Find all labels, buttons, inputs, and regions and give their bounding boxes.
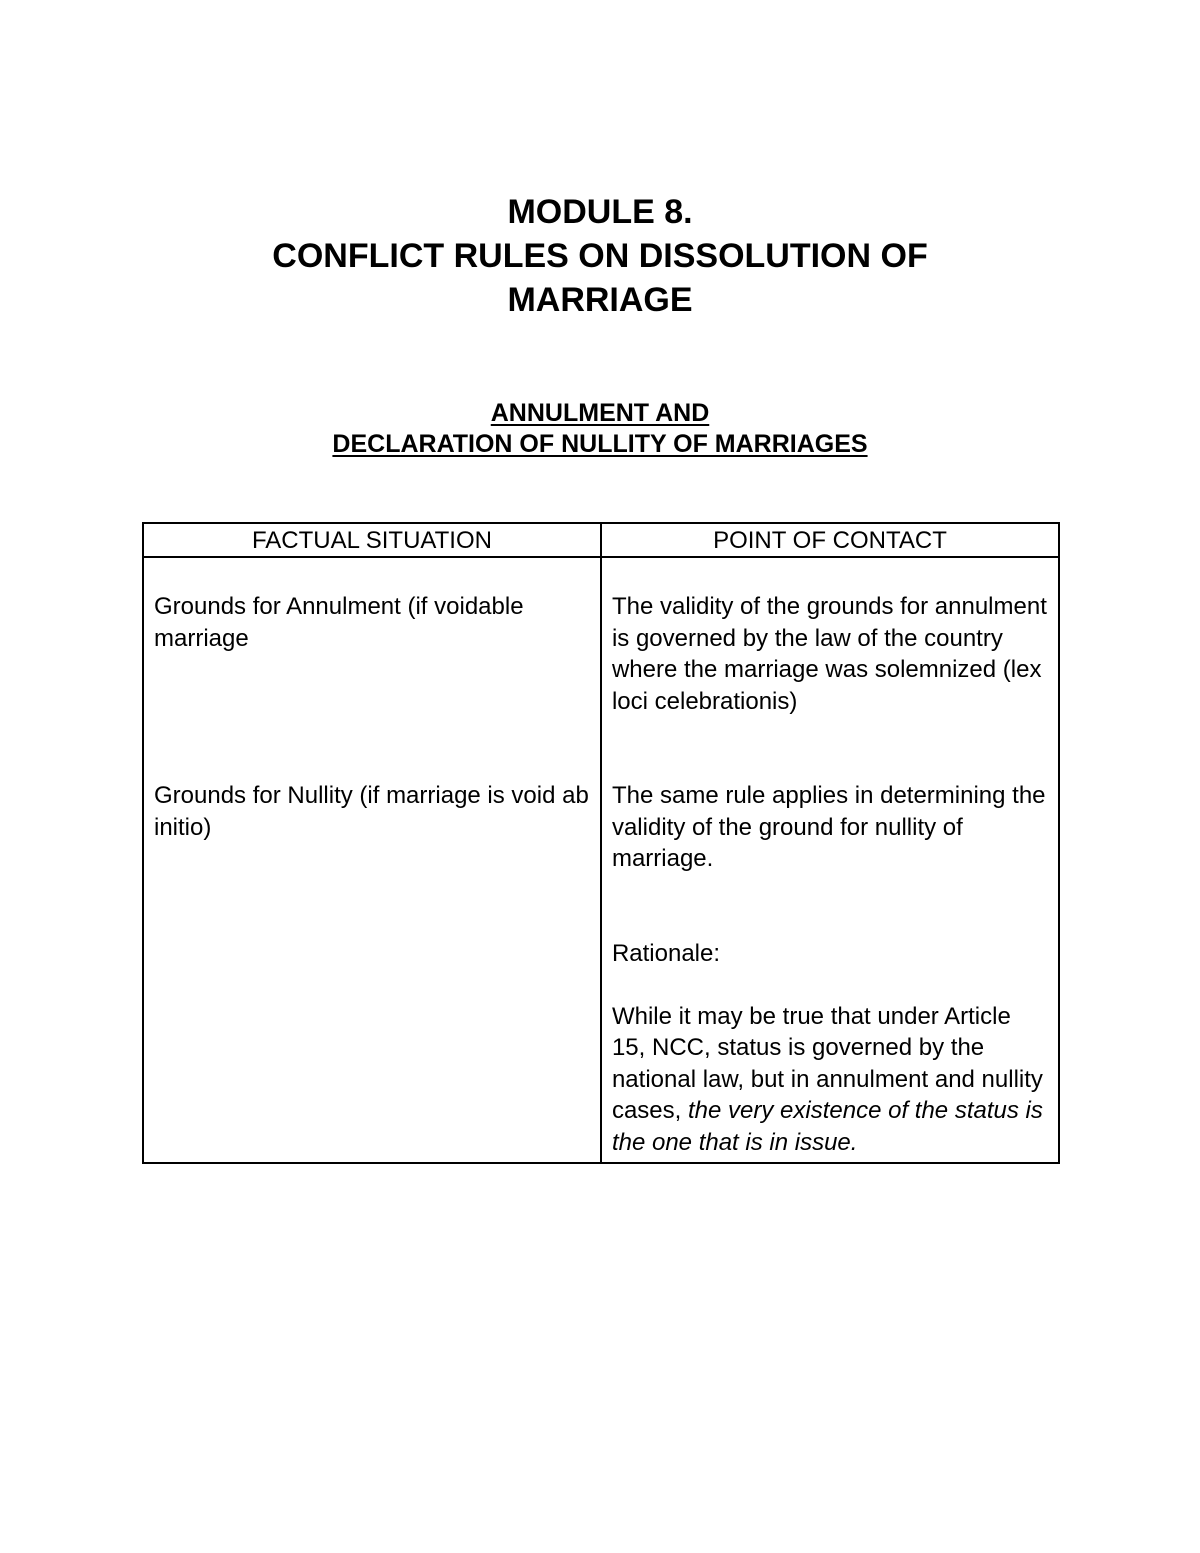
table-header-row — [143, 523, 1059, 557]
table-row — [143, 557, 1059, 1163]
point-of-contact-cell — [601, 557, 1059, 1163]
header-factual-situation: FACTUAL SITUATION — [143, 523, 601, 557]
module-title — [0, 190, 1200, 322]
annulment-grounds: Grounds for Annulment (if voidable marriage — [154, 593, 524, 652]
rationale-label: Rationale: — [611, 939, 721, 967]
factual-situation-cell — [143, 557, 601, 1163]
section-heading — [0, 398, 1200, 460]
subtitle-text-2: DECLARATION OF NULLITY OF MARRIAGES — [332, 430, 868, 458]
rationale-emphasis: the very existence of the status is the one that is in issue. — [611, 1097, 1043, 1156]
annulment-rule: The validity of the grounds for annulment is governed by the law of the country where the marriage was solemnized (lex loci celebrationis) — [611, 593, 1047, 715]
subtitle-line-2 — [0, 429, 1200, 460]
rationale-text — [612, 1001, 1048, 1159]
subtitle-text-1: ANNULMENT AND — [490, 399, 710, 427]
title-line-1: MODULE 8. — [507, 193, 693, 231]
nullity-rule: The same rule applies in determining the validity of the ground for nullity of marriage. — [611, 782, 1046, 872]
header-point-of-contact: POINT OF CONTACT — [601, 523, 1059, 557]
nullity-grounds: Grounds for Nullity (if marriage is void ab initio) — [154, 782, 589, 841]
subtitle-line-1 — [0, 398, 1200, 429]
title-line-3: MARRIAGE — [507, 281, 693, 319]
rationale-plain: While it may be true that under Article 15, NCC, status is governed by the national law, but in annulment and nullity cases, — [611, 1002, 1043, 1124]
conflict-rules-table — [142, 522, 1060, 1164]
title-line-2: CONFLICT RULES ON DISSOLUTION OF — [272, 237, 928, 275]
